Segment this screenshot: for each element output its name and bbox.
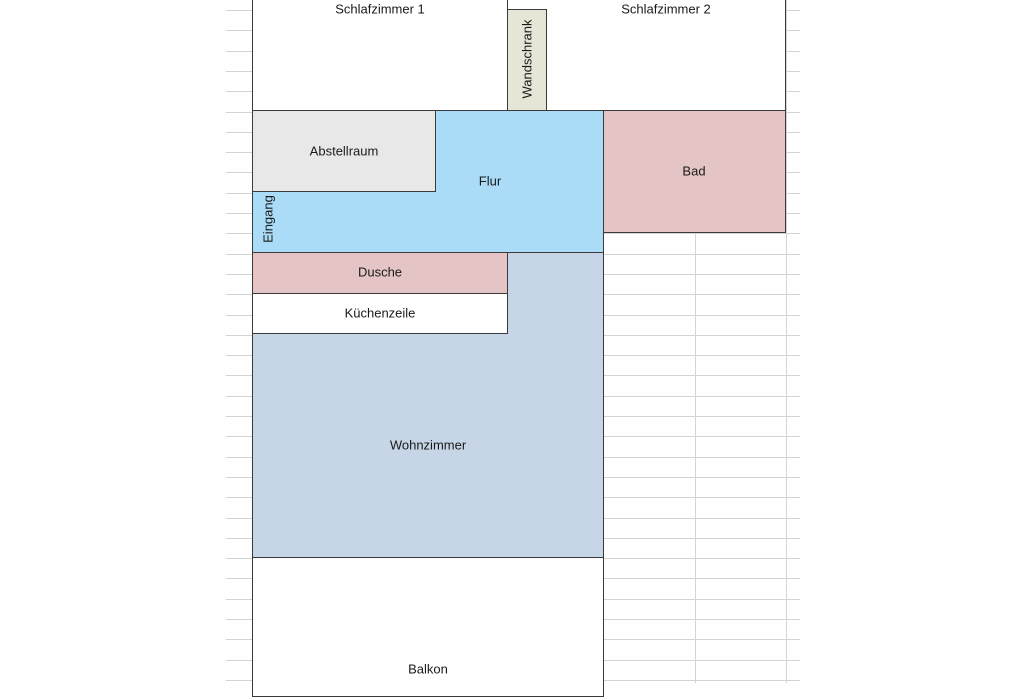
label-dusche: Dusche <box>357 264 403 280</box>
label-flur: Flur <box>478 173 502 189</box>
label-abstellraum: Abstellraum <box>309 143 379 159</box>
room-schlafzimmer-1 <box>252 0 508 111</box>
label-wohnzimmer: Wohnzimmer <box>389 437 467 453</box>
label-bad: Bad <box>682 163 706 179</box>
label-wandschrank: Wandschrank <box>519 19 535 99</box>
label-balkon: Balkon <box>408 661 448 677</box>
label-eingang: Eingang <box>260 195 276 243</box>
label-kuechenzeile: Küchenzeile <box>344 305 416 321</box>
label-schlafzimmer-1: Schlafzimmer 1 <box>335 1 425 17</box>
label-schlafzimmer-2: Schlafzimmer 2 <box>621 1 711 17</box>
room-schlafzimmer-2 <box>507 0 786 111</box>
